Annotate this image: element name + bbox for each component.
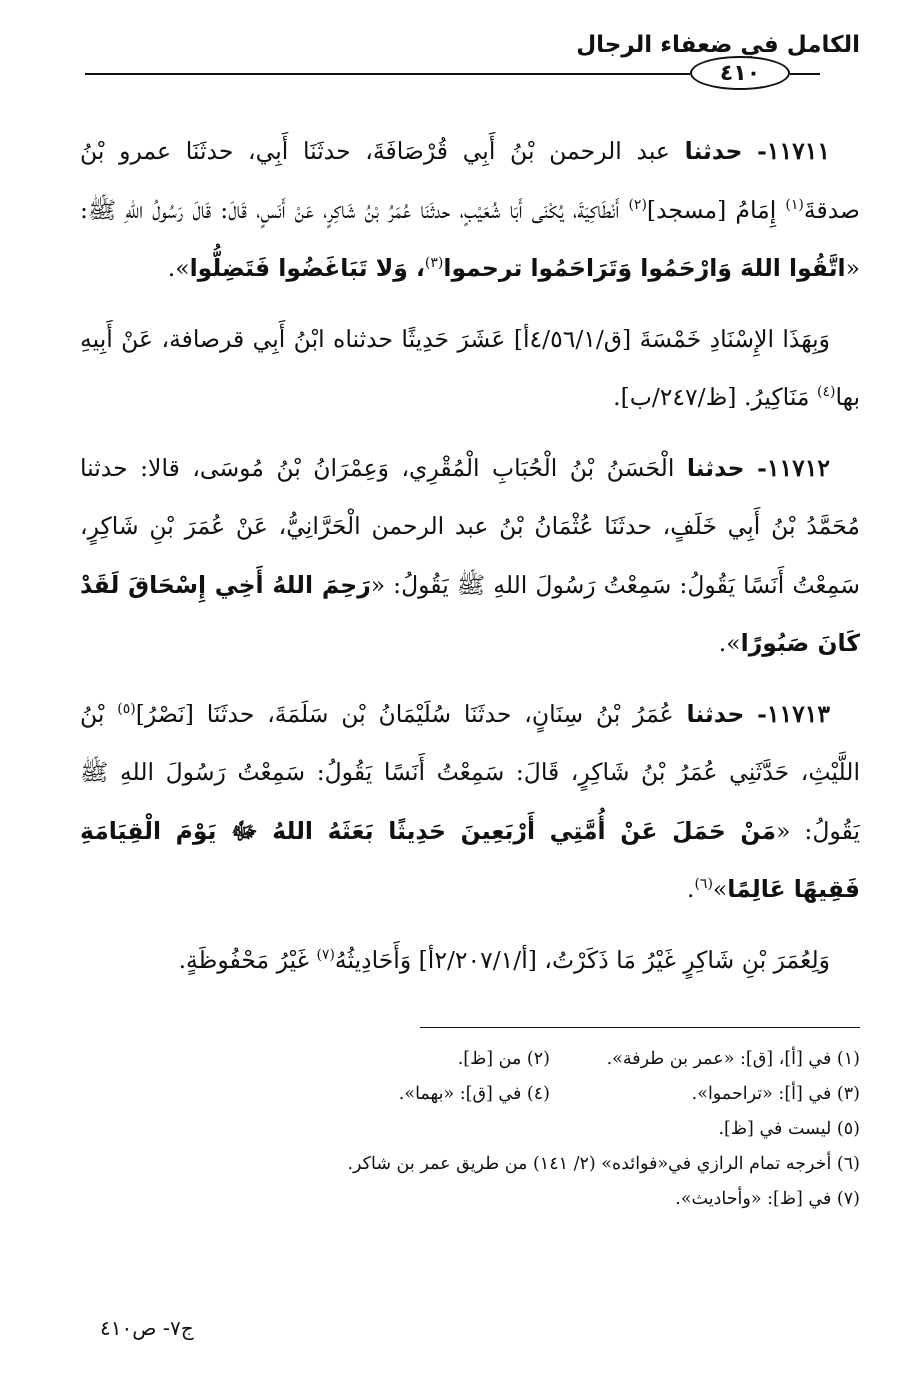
page-number-text: ٤١٠: [719, 60, 761, 86]
footnote-row: [90, 1077, 860, 1112]
footnote-6: (٦) أخرجه تمام الرازي في«فوائده» (٢/ ١٤١) من طريق عمر بن شاكر.: [347, 1154, 860, 1174]
footnote-row: [90, 1112, 860, 1147]
entry-11712: [80, 439, 860, 673]
footnote-row: [90, 1042, 860, 1077]
closing-quote: ».: [718, 629, 741, 657]
narration-keyword: حدثنا: [686, 699, 745, 728]
main-text: [80, 122, 860, 989]
footnote-2: (٢) من [ظ].: [457, 1049, 550, 1069]
isnad-text: عبد الرحمن بْنُ أَبِي قُرْصَافَةَ، حدثَنَا أَبِي، حدثَنَا عمرو بْنُ صدقةَ: [80, 137, 860, 224]
volume-page-signature: ج٧- ص٤١٠: [100, 1316, 194, 1340]
header-rule-tail: [790, 73, 820, 75]
commentary-text: غَيْرُ مَحْفُوظَةٍ.: [178, 945, 309, 974]
footnote-4: (٤) في [ق]: «بهما».: [398, 1084, 550, 1104]
hadith-text: مَنْ حَمَلَ عَنْ أُمَّتِي أَرْبَعِينَ حَدِيثًا بَعَثَهُ اللهُ ﷻ يَوْمَ الْقِيَامَةِ فَقِيهًا عَالِمًا: [80, 816, 860, 903]
footnote-ref: (١): [785, 196, 804, 213]
page-number: [690, 56, 790, 90]
commentary-text: وَلِعُمَرَ بْنِ شَاكِرٍ غَيْرُ مَا ذَكَرْتُ، [أ/٢/٢٠٧/١أ] وَأَحَادِيثُهُ: [334, 945, 830, 974]
footnote-ref: (٦): [694, 876, 713, 893]
isnad-text: الْحَسَنُ بْنُ الْحُبَابِ الْمُقْرِي، وَعِمْرَانُ بْنُ مُوسَى، قالا: حدثنا مُحَمَّدُ بْنُ أَبِي خَلَفٍ، حدثَنَا عُثْمَانُ بْنُ عبد الرحمن الْحَرَّانِيُّ، عَنْ عُمَرَ بْنِ شَاكِرٍ، سَمِعْتُ أَنَسًا يَقُولُ: سَمِعْتُ رَسُولَ اللهِ ﷺ يَقُولُ: «: [80, 453, 861, 599]
narration-keyword: حدثنا: [686, 453, 745, 482]
hadith-text: اتَّقُوا اللهَ وَارْحَمُوا وَتَرَاحَمُوا ترحموا: [443, 254, 846, 282]
commentary-2: [80, 931, 860, 990]
footnote-7: (٧) في [ظ]: «وأحاديث».: [675, 1189, 860, 1209]
running-title: الكامل في ضعفاء الرجال: [576, 32, 860, 58]
footnote-row: [90, 1182, 860, 1217]
commentary-1: [80, 310, 860, 427]
footnote-ref: (٧): [316, 946, 335, 963]
isnad-text: أَنْطَاكِيَةَ، يُكْنَى أَبَا شُعَيْبٍ، حدثَنَا عُمَرُ بْنُ شَاكِرٍ، عَنْ أَنَسٍ، قَالَ: قَالَ رَسُولُ اللهِ ﷺ: «: [80, 195, 860, 282]
isnad-text: إِمَامُ [مسجد]: [646, 195, 777, 224]
entry-11711: [80, 122, 860, 298]
header-rule: [85, 73, 690, 75]
narration-keyword: حدثنا: [684, 137, 743, 165]
isnad-text: عُمَرُ بْنُ سِنَانٍ، حدثَنَا سُلَيْمَانُ بْن سَلَمَةَ، حدثَنَا [نَصْرُ]: [135, 699, 674, 728]
end-punctuation: .: [686, 875, 695, 903]
footnote-ref: (٤): [816, 384, 836, 401]
entry-11713: [80, 685, 860, 919]
footnotes: [90, 1042, 860, 1217]
footnote-ref: (٥): [117, 700, 136, 717]
entry-number: ١١٧١٣-: [757, 699, 830, 728]
commentary-text: مَنَاكِيرُ. [ظ/٢٤٧/ب].: [613, 383, 810, 411]
footnote-separator: [420, 1027, 860, 1028]
footnote-3: (٣) في [أ]: «تراحموا».: [691, 1084, 860, 1104]
closing-quote: »: [712, 875, 728, 903]
footnote-1: (١) في [أ]، [ق]: «عمر بن طرفة».: [606, 1049, 860, 1069]
hadith-text: ، وَلا تَبَاغَضُوا فَتَضِلُّوا: [189, 254, 425, 282]
footnote-ref: (٢): [628, 196, 647, 213]
closing-quote: ».: [167, 254, 190, 282]
entry-number: ١١٧١٢-: [757, 453, 830, 482]
hadith-text: رَحِمَ اللهُ أَخِي إِسْحَاقَ لَقَدْ كَانَ صَبُورًا: [80, 570, 860, 657]
footnote-5: (٥) ليست في [ظ].: [718, 1119, 860, 1139]
footnote-ref: (٣): [424, 255, 444, 272]
commentary-text: وَبِهَذَا الإِسْنَادِ خَمْسَةَ [ق/٤/٥٦/١أ] عَشَرَ حَدِيثًا حدثناه ابْنُ أَبِي قرصافة، عَنْ أَبِيهِ بها: [80, 324, 860, 411]
isnad-text: بْنُ اللَّيْثِ، حَدَّثَنِي عُمَرُ بْنُ شَاكِرٍ، قَالَ: سَمِعْتُ أَنَسًا يَقُولُ: سَمِعْتُ رَسُولَ اللهِ ﷺ يَقُولُ: «: [80, 699, 860, 845]
footnote-row: [90, 1147, 860, 1182]
entry-number: ١١٧١١-: [757, 137, 830, 165]
